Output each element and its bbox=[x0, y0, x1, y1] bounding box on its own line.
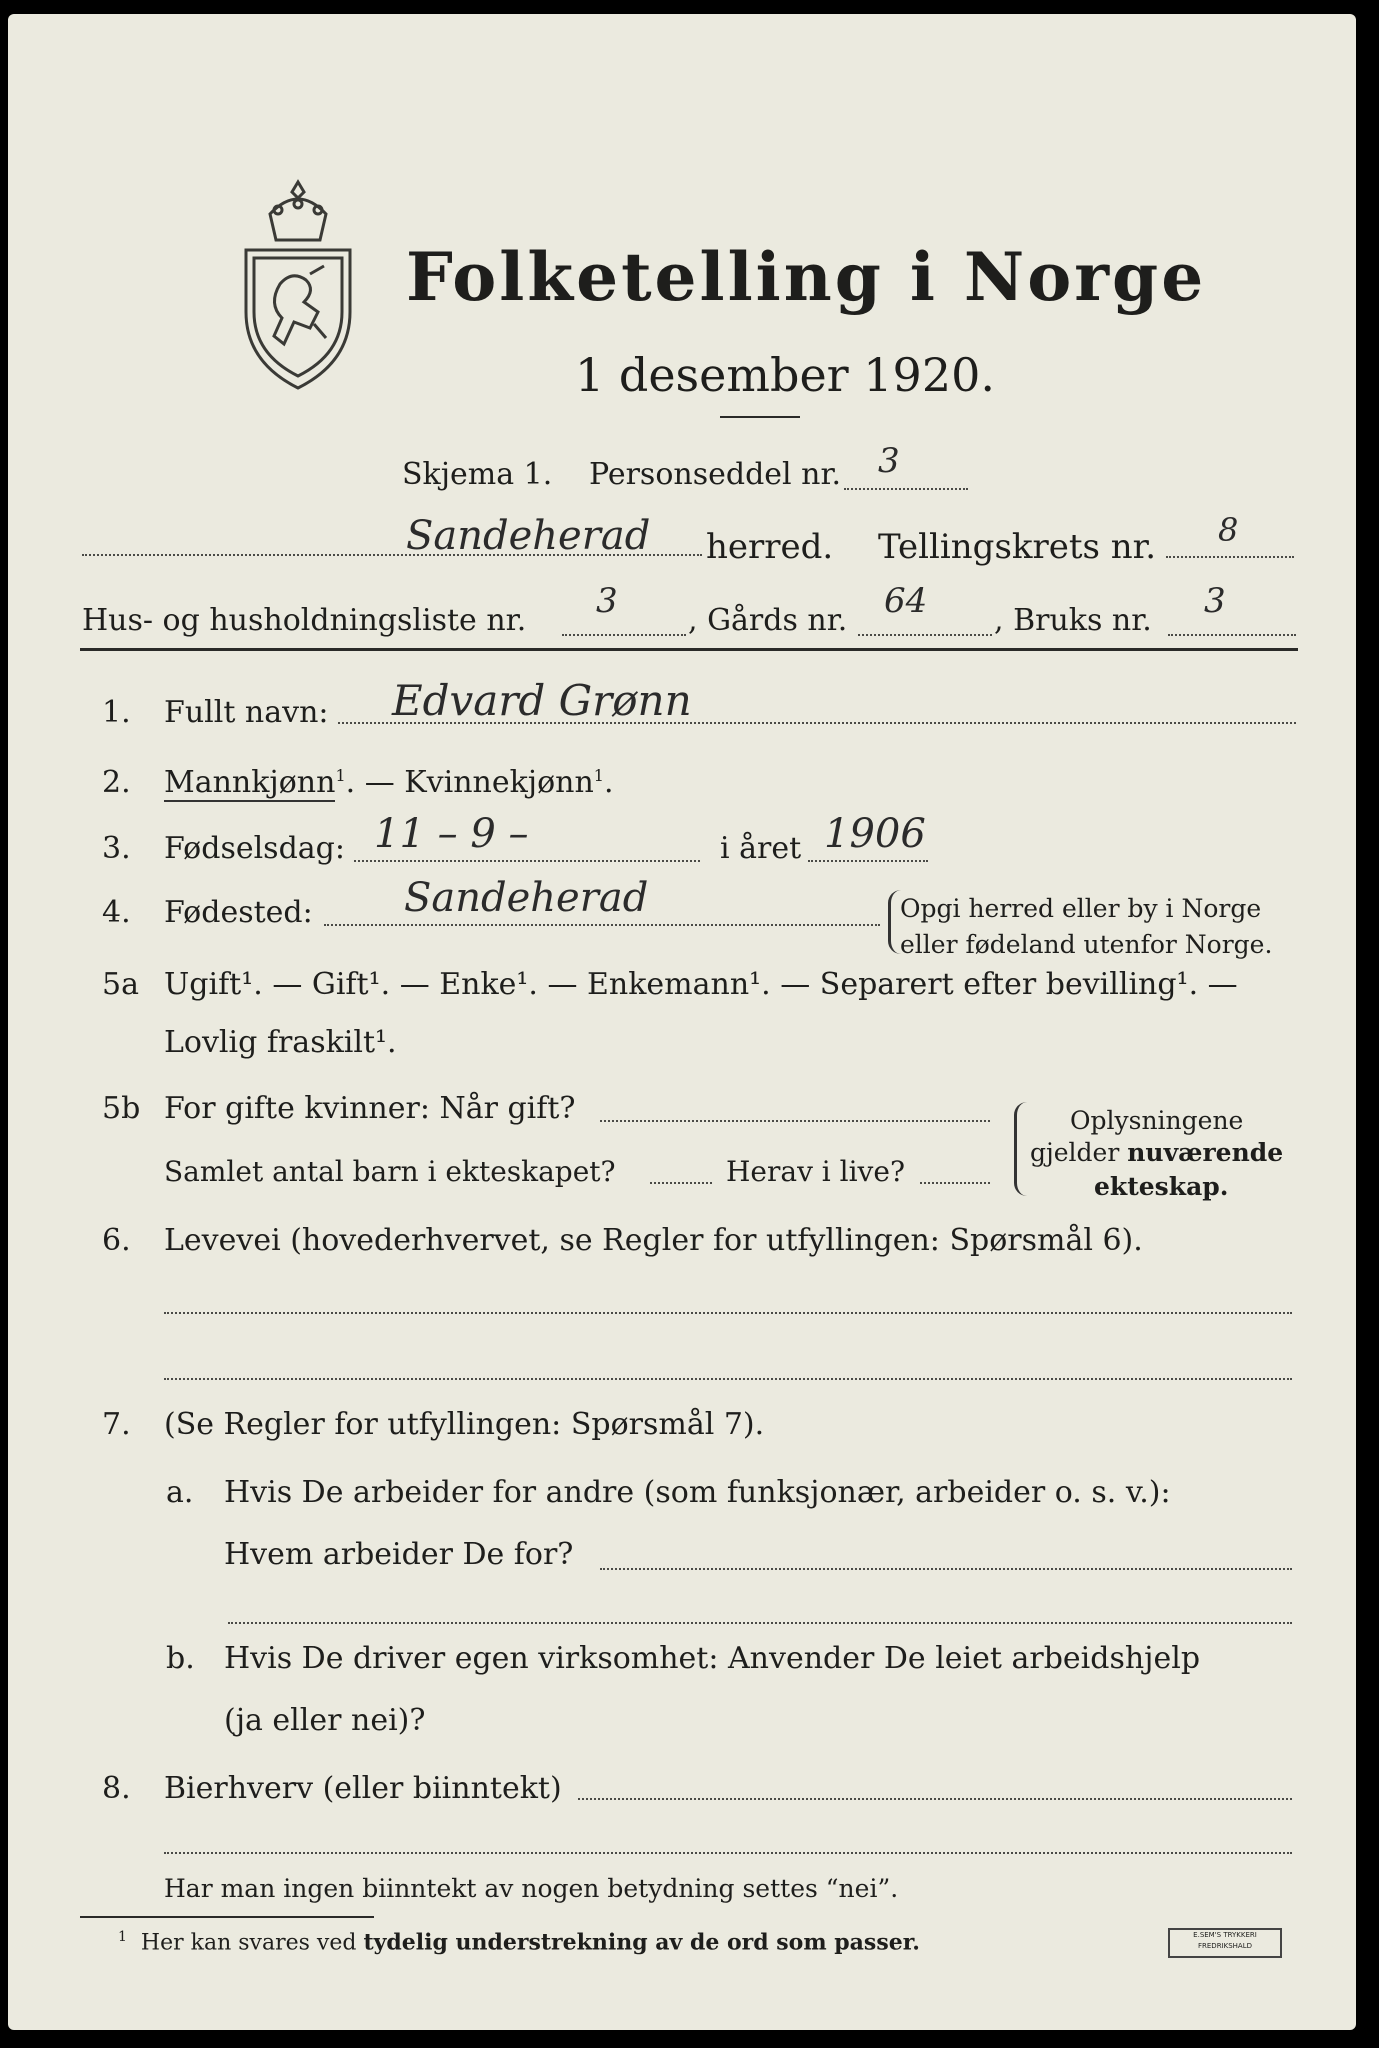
q5b-number: 5b bbox=[102, 1091, 141, 1126]
q8-number: 8. bbox=[102, 1771, 131, 1806]
q6-number: 6. bbox=[102, 1223, 131, 1258]
household-list-value: 3 bbox=[596, 581, 618, 621]
gards-label: , Gårds nr. bbox=[688, 603, 848, 638]
q3-label: Fødselsdag: bbox=[164, 831, 345, 866]
q7a-extra-line bbox=[228, 1622, 1292, 1624]
q7a-number: a. bbox=[166, 1475, 194, 1510]
q5b-married-line bbox=[600, 1120, 990, 1122]
q2-number: 2. bbox=[102, 765, 131, 800]
printer-stamp: E.SEM'S TRYKKERI FREDRIKSHALD bbox=[1168, 1928, 1282, 1958]
q1-number: 1. bbox=[102, 695, 131, 730]
q3-year-label: i året bbox=[720, 831, 802, 866]
q5a-line1: Ugift¹. — Gift¹. — Enke¹. — Enkemann¹. — Separert efter bevilling¹. — bbox=[164, 967, 1238, 1002]
herred-label: herred. bbox=[706, 527, 834, 567]
household-list-line bbox=[562, 634, 686, 636]
bruks-value: 3 bbox=[1204, 581, 1226, 621]
header-divider bbox=[80, 648, 1298, 651]
q8-line1 bbox=[578, 1798, 1292, 1800]
q5a-number: 5a bbox=[102, 967, 139, 1002]
q5b-children-line bbox=[650, 1182, 712, 1184]
q5b-note-line1: Oplysningene bbox=[1070, 1106, 1244, 1135]
q2-options: Mannkjønn$^1$. — Kvinnekjønn$^1$. bbox=[164, 765, 614, 800]
q4-note-line1: Opgi herred eller by i Norge bbox=[900, 894, 1262, 923]
tellingskrets-value: 8 bbox=[1218, 511, 1239, 549]
q8-line2 bbox=[164, 1852, 1292, 1854]
q3-number: 3. bbox=[102, 831, 131, 866]
q6-line2 bbox=[164, 1378, 1292, 1380]
gards-value: 64 bbox=[884, 581, 928, 621]
q2-female-option: Kvinnekjønn bbox=[404, 765, 594, 800]
q5b-alive-label: Herav i live? bbox=[726, 1155, 905, 1188]
tellingskrets-label: Tellingskrets nr. bbox=[878, 527, 1157, 567]
q7b-number: b. bbox=[166, 1641, 195, 1676]
q5b-note-line2: gjelder nuværende bbox=[1030, 1138, 1284, 1167]
personseddel-value: 3 bbox=[878, 441, 900, 481]
q4-number: 4. bbox=[102, 895, 131, 930]
q3-date-line bbox=[354, 860, 700, 862]
q7a-line2: Hvem arbeider De for? bbox=[224, 1537, 574, 1572]
q7b-line1: Hvis De driver egen virksomhet: Anvender De leiet arbeidshjelp bbox=[224, 1641, 1201, 1676]
q2-male-option: Mannkjønn bbox=[164, 765, 336, 800]
coat-of-arms-emblem bbox=[240, 174, 356, 394]
q4-note-line2: eller fødeland utenfor Norge. bbox=[900, 930, 1273, 959]
q1-value: Edvard Grønn bbox=[392, 676, 692, 725]
q4-line bbox=[324, 924, 880, 926]
herred-value: Sandeherad bbox=[406, 513, 651, 559]
personseddel-line bbox=[844, 488, 968, 490]
q4-value: Sandeherad bbox=[404, 875, 649, 921]
gards-line bbox=[858, 634, 992, 636]
q7-label: (Se Regler for utfyllingen: Spørsmål 7). bbox=[164, 1407, 765, 1442]
q5b-children-label: Samlet antal barn i ekteskapet? bbox=[164, 1155, 616, 1188]
title-divider bbox=[720, 416, 800, 418]
household-list-label: Hus- og husholdningsliste nr. bbox=[82, 603, 527, 638]
tellingskrets-line bbox=[1166, 556, 1294, 558]
schema-label: Skjema 1. bbox=[402, 457, 553, 492]
q3-year-line bbox=[808, 860, 928, 862]
q5b-note-brace bbox=[1014, 1102, 1027, 1196]
bruks-label: , Bruks nr. bbox=[994, 603, 1152, 638]
q8-note: Har man ingen biinntekt av nogen betydning settes “nei”. bbox=[164, 1874, 899, 1903]
bruks-line bbox=[1168, 634, 1296, 636]
q5b-alive-line bbox=[920, 1182, 990, 1184]
q5b-line1: For gifte kvinner: Når gift? bbox=[164, 1091, 576, 1126]
q6-label: Levevei (hovederhvervet, se Regler for utfyllingen: Spørsmål 6). bbox=[164, 1223, 1143, 1258]
q7b-line2: (ja eller nei)? bbox=[224, 1703, 426, 1738]
q6-line1 bbox=[164, 1312, 1292, 1314]
footnote: $^1$ Her kan svares ved tydelig understrekning av de ord som passer. bbox=[118, 1929, 920, 1956]
census-date: 1 desember 1920. bbox=[575, 348, 995, 402]
form-title: Folketelling i Norge bbox=[406, 238, 1207, 316]
q3-year-value: 1906 bbox=[824, 811, 926, 857]
q1-label: Fullt navn: bbox=[164, 695, 329, 730]
q4-label: Fødested: bbox=[164, 895, 313, 930]
footnote-divider bbox=[80, 1916, 374, 1918]
q5a-line2: Lovlig fraskilt¹. bbox=[164, 1025, 397, 1060]
personseddel-label: Personseddel nr. bbox=[589, 457, 842, 492]
footnote-mark: 1 bbox=[118, 1929, 127, 1945]
q7-number: 7. bbox=[102, 1407, 131, 1442]
q7a-line1: Hvis De arbeider for andre (som funksjonær, arbeider o. s. v.): bbox=[224, 1475, 1171, 1510]
q8-label: Bierhverv (eller biinntekt) bbox=[164, 1771, 562, 1806]
q5b-note-line3: ekteskap. bbox=[1094, 1172, 1229, 1201]
q7a-employer-line bbox=[600, 1568, 1292, 1570]
census-form-sheet bbox=[8, 14, 1356, 2030]
q3-value: 11 – 9 – bbox=[374, 811, 529, 857]
